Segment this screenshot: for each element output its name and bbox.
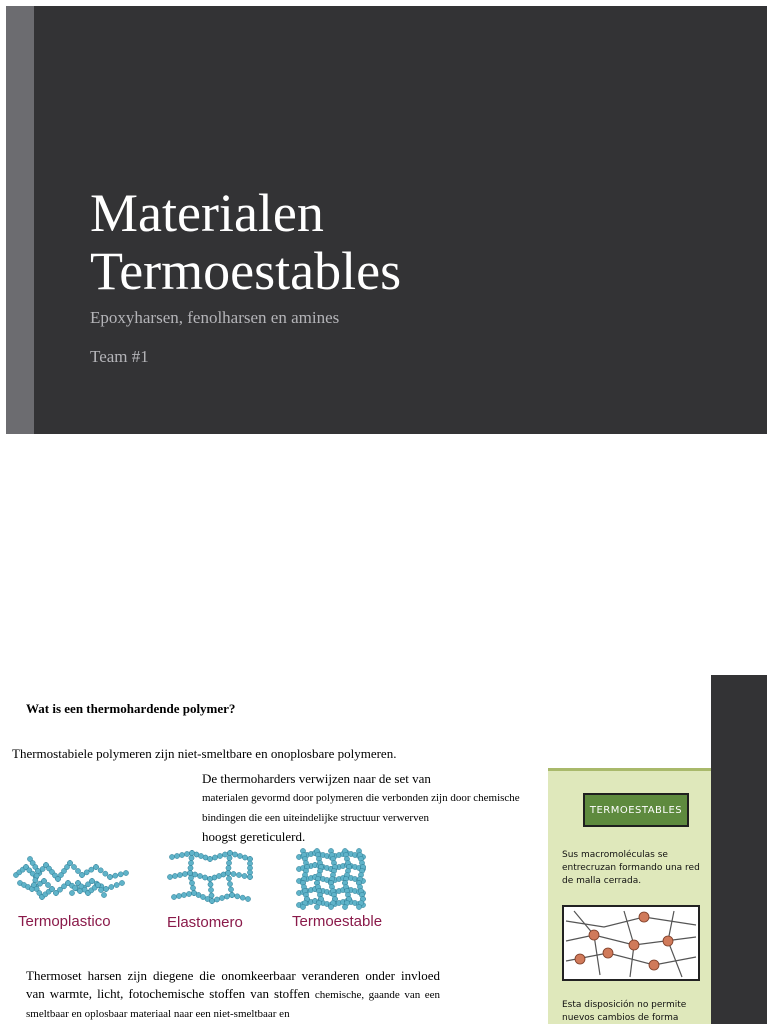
side-bar [711,675,767,1024]
crosslink-network-image [562,905,700,981]
molecule-label-termoplastico: Termoplastico [18,913,111,930]
slide-subtitle: Epoxyharsen, fenolharsen en amines [90,308,340,327]
card-note: Esta disposición no permite nuevos cambios de forma [562,1000,687,1023]
content-slide [6,675,767,1024]
slide-title-line-2: Termoestables [90,241,402,301]
title-slide [6,6,767,434]
thermoset-paragraph [26,967,440,1023]
definition-small: materialen gevormd door polymeren die verbonden zijn door chemische bindingen die een uiteindelijke structuur verwerven [202,792,520,824]
molecule-label-elastomero: Elastomero [167,914,243,931]
slide-title [90,184,401,300]
thermoset-molecule-image [293,845,369,911]
card-description: Sus macromoléculas se entrecruzan formando una red de malla cerrada. [562,850,700,886]
accent-bar [6,6,34,434]
info-card [548,768,711,1024]
team-label: Team #1 [90,347,149,366]
intro-paragraph: Thermostabiele polymeren zijn niet-smeltbare en onoplosbare polymeren. [12,746,397,761]
thermoplastic-molecule-image [12,853,132,903]
thermoset-small: chemische, gaande van een smeltbaar en oplosbaar materiaal naar een niet-smeltbaar en [26,989,440,1020]
definition-paragraph [202,770,522,846]
elastomer-molecule-image [166,847,254,907]
question-heading: Wat is een thermohardende polymer? [26,701,236,716]
molecule-label-termoestable: Termoestable [292,913,383,930]
thermoset-lead: Thermoset harsen zijn diegene die onomkeerbaar veranderen onder invloed van warmte, licht, fotochemische stoffen van stoffen [26,968,440,1001]
definition-lead: De thermoharders verwijzen naar de set van [202,771,431,786]
termoestables-button[interactable]: TERMOESTABLES [583,793,689,827]
definition-end: hoogst gereticulerd. [202,829,306,844]
slide-title-line-1: Materialen [90,183,324,243]
